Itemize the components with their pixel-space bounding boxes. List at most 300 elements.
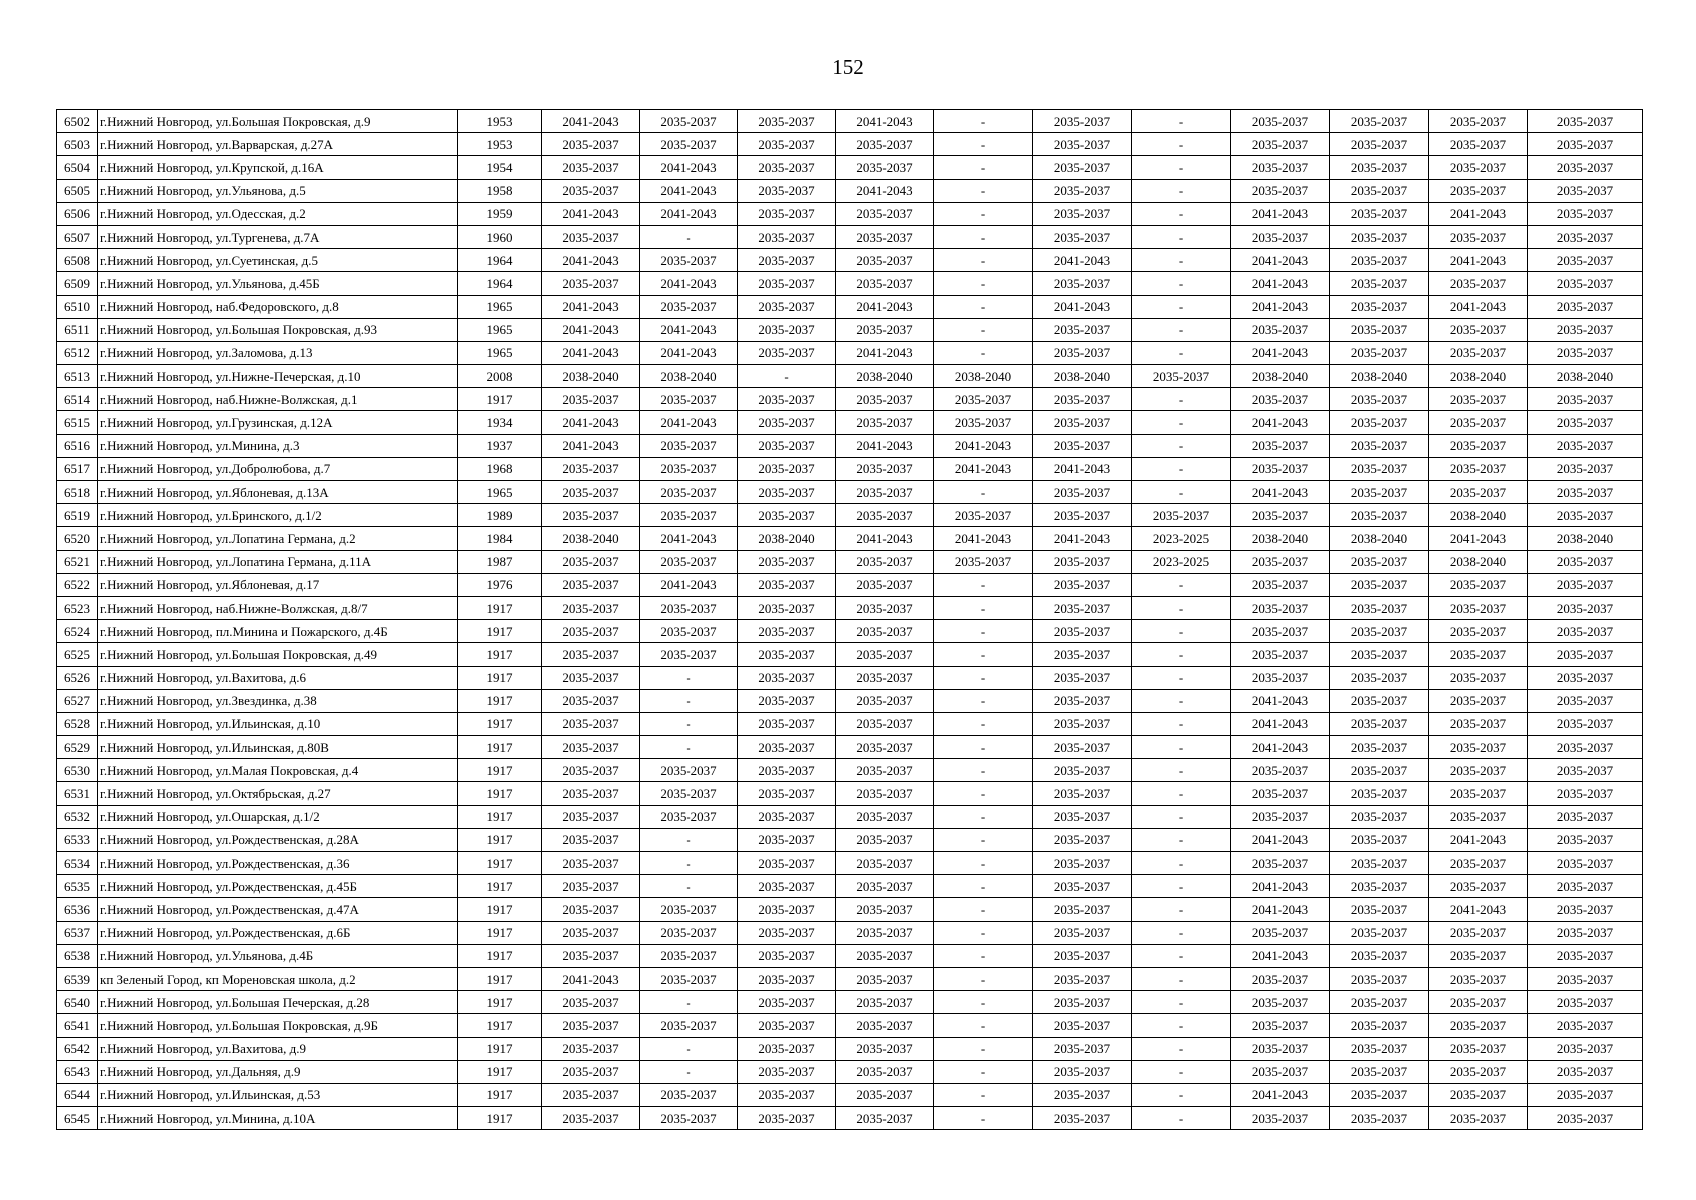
period-cell-6: 2035-2037 (1033, 759, 1132, 782)
period-cell-7: - (1132, 110, 1231, 133)
period-cell-5: - (934, 643, 1033, 666)
year-cell: 1976 (458, 573, 542, 596)
period-cell-11: 2035-2037 (1528, 110, 1643, 133)
period-cell-11: 2035-2037 (1528, 1014, 1643, 1037)
address-cell: г.Нижний Новгород, ул.Большая Печерская, д.28 (98, 991, 458, 1014)
period-cell-6: 2035-2037 (1033, 225, 1132, 248)
table-row (57, 341, 1643, 364)
period-cell-9: 2035-2037 (1330, 272, 1429, 295)
period-cell-4: 2035-2037 (836, 1060, 934, 1083)
period-cell-4: 2035-2037 (836, 921, 934, 944)
year-cell: 1917 (458, 388, 542, 411)
row-number-cell: 6527 (57, 689, 98, 712)
period-cell-5: - (934, 991, 1033, 1014)
row-number-cell: 6545 (57, 1107, 98, 1130)
table-row (57, 434, 1643, 457)
period-cell-7: - (1132, 967, 1231, 990)
period-cell-7: - (1132, 736, 1231, 759)
period-cell-11: 2035-2037 (1528, 736, 1643, 759)
year-cell: 1917 (458, 643, 542, 666)
period-cell-8: 2035-2037 (1231, 852, 1330, 875)
period-cell-1: 2041-2043 (542, 202, 640, 225)
address-cell: г.Нижний Новгород, ул.Рождественская, д.47А (98, 898, 458, 921)
period-cell-4: 2035-2037 (836, 318, 934, 341)
period-cell-1: 2035-2037 (542, 805, 640, 828)
row-number-cell: 6510 (57, 295, 98, 318)
period-cell-9: 2035-2037 (1330, 1060, 1429, 1083)
period-cell-6: 2035-2037 (1033, 782, 1132, 805)
period-cell-2: - (640, 736, 738, 759)
year-cell: 1917 (458, 1014, 542, 1037)
period-cell-8: 2041-2043 (1231, 736, 1330, 759)
period-cell-3: 2038-2040 (738, 527, 836, 550)
address-cell: г.Нижний Новгород, ул.Рождественская, д.36 (98, 852, 458, 875)
period-cell-5: - (934, 110, 1033, 133)
period-cell-3: 2035-2037 (738, 1014, 836, 1037)
row-number-cell: 6540 (57, 991, 98, 1014)
period-cell-11: 2035-2037 (1528, 272, 1643, 295)
period-cell-6: 2035-2037 (1033, 852, 1132, 875)
period-cell-8: 2041-2043 (1231, 249, 1330, 272)
period-cell-9: 2035-2037 (1330, 110, 1429, 133)
period-cell-11: 2035-2037 (1528, 341, 1643, 364)
table-row (57, 573, 1643, 596)
period-cell-7: - (1132, 620, 1231, 643)
period-cell-5: - (934, 712, 1033, 735)
year-cell: 1917 (458, 712, 542, 735)
period-cell-7: - (1132, 156, 1231, 179)
period-cell-9: 2035-2037 (1330, 620, 1429, 643)
table-row (57, 1060, 1643, 1083)
table-row (57, 805, 1643, 828)
period-cell-4: 2041-2043 (836, 527, 934, 550)
period-cell-3: 2035-2037 (738, 596, 836, 619)
period-cell-9: 2035-2037 (1330, 712, 1429, 735)
address-cell: г.Нижний Новгород, ул.Вахитова, д.9 (98, 1037, 458, 1060)
year-cell: 1917 (458, 967, 542, 990)
year-cell: 1965 (458, 295, 542, 318)
period-cell-1: 2035-2037 (542, 991, 640, 1014)
row-number-cell: 6512 (57, 341, 98, 364)
table-row (57, 875, 1643, 898)
period-cell-1: 2035-2037 (542, 272, 640, 295)
period-cell-5: - (934, 1083, 1033, 1106)
period-cell-3: 2035-2037 (738, 1060, 836, 1083)
period-cell-6: 2035-2037 (1033, 504, 1132, 527)
year-cell: 1968 (458, 457, 542, 480)
period-cell-6: 2035-2037 (1033, 434, 1132, 457)
period-cell-9: 2035-2037 (1330, 249, 1429, 272)
year-cell: 1917 (458, 689, 542, 712)
period-cell-10: 2035-2037 (1429, 782, 1528, 805)
period-cell-4: 2035-2037 (836, 643, 934, 666)
period-cell-5: 2035-2037 (934, 504, 1033, 527)
year-cell: 1917 (458, 596, 542, 619)
table-row (57, 202, 1643, 225)
period-cell-9: 2035-2037 (1330, 550, 1429, 573)
period-cell-3: 2035-2037 (738, 1107, 836, 1130)
row-number-cell: 6505 (57, 179, 98, 202)
period-cell-9: 2035-2037 (1330, 411, 1429, 434)
period-cell-11: 2035-2037 (1528, 1107, 1643, 1130)
period-cell-5: - (934, 481, 1033, 504)
period-cell-6: 2035-2037 (1033, 898, 1132, 921)
period-cell-2: 2041-2043 (640, 272, 738, 295)
period-cell-10: 2035-2037 (1429, 805, 1528, 828)
period-cell-1: 2035-2037 (542, 596, 640, 619)
period-cell-2: - (640, 875, 738, 898)
period-cell-11: 2035-2037 (1528, 712, 1643, 735)
period-cell-11: 2035-2037 (1528, 805, 1643, 828)
period-cell-7: 2023-2025 (1132, 550, 1231, 573)
period-cell-4: 2035-2037 (836, 411, 934, 434)
period-cell-5: 2035-2037 (934, 388, 1033, 411)
table-row (57, 944, 1643, 967)
row-number-cell: 6514 (57, 388, 98, 411)
period-cell-1: 2035-2037 (542, 504, 640, 527)
address-cell: г.Нижний Новгород, ул.Яблоневая, д.17 (98, 573, 458, 596)
period-cell-4: 2035-2037 (836, 1107, 934, 1130)
address-cell: г.Нижний Новгород, ул.Рождественская, д.45Б (98, 875, 458, 898)
period-cell-3: 2035-2037 (738, 921, 836, 944)
period-cell-2: - (640, 712, 738, 735)
period-cell-10: 2035-2037 (1429, 852, 1528, 875)
period-cell-5: - (934, 921, 1033, 944)
period-cell-3: 2035-2037 (738, 249, 836, 272)
period-cell-2: 2035-2037 (640, 434, 738, 457)
period-cell-9: 2035-2037 (1330, 666, 1429, 689)
period-cell-4: 2035-2037 (836, 1083, 934, 1106)
period-cell-4: 2035-2037 (836, 782, 934, 805)
row-number-cell: 6508 (57, 249, 98, 272)
period-cell-3: 2035-2037 (738, 759, 836, 782)
table-body (57, 110, 1643, 1130)
period-cell-3: 2035-2037 (738, 991, 836, 1014)
period-cell-1: 2035-2037 (542, 666, 640, 689)
period-cell-9: 2035-2037 (1330, 736, 1429, 759)
period-cell-7: - (1132, 1014, 1231, 1037)
table-row (57, 249, 1643, 272)
period-cell-4: 2035-2037 (836, 898, 934, 921)
period-cell-5: 2041-2043 (934, 434, 1033, 457)
period-cell-11: 2035-2037 (1528, 991, 1643, 1014)
period-cell-8: 2035-2037 (1231, 504, 1330, 527)
row-number-cell: 6517 (57, 457, 98, 480)
period-cell-2: 2041-2043 (640, 341, 738, 364)
table-row (57, 527, 1643, 550)
period-cell-8: 2035-2037 (1231, 596, 1330, 619)
period-cell-10: 2041-2043 (1429, 527, 1528, 550)
table-row (57, 666, 1643, 689)
period-cell-10: 2038-2040 (1429, 365, 1528, 388)
address-cell: г.Нижний Новгород, ул.Ульянова, д.4Б (98, 944, 458, 967)
period-cell-10: 2035-2037 (1429, 944, 1528, 967)
year-cell: 1917 (458, 759, 542, 782)
period-cell-7: - (1132, 921, 1231, 944)
period-cell-8: 2035-2037 (1231, 133, 1330, 156)
period-cell-10: 2035-2037 (1429, 481, 1528, 504)
table-row (57, 1037, 1643, 1060)
period-cell-7: - (1132, 828, 1231, 851)
period-cell-9: 2035-2037 (1330, 481, 1429, 504)
period-cell-3: 2035-2037 (738, 1037, 836, 1060)
row-number-cell: 6535 (57, 875, 98, 898)
row-number-cell: 6534 (57, 852, 98, 875)
table-row (57, 411, 1643, 434)
period-cell-11: 2035-2037 (1528, 689, 1643, 712)
row-number-cell: 6521 (57, 550, 98, 573)
year-cell: 1917 (458, 991, 542, 1014)
year-cell: 1965 (458, 481, 542, 504)
period-cell-5: - (934, 318, 1033, 341)
period-cell-8: 2041-2043 (1231, 341, 1330, 364)
period-cell-11: 2035-2037 (1528, 759, 1643, 782)
row-number-cell: 6536 (57, 898, 98, 921)
table-row (57, 318, 1643, 341)
period-cell-10: 2035-2037 (1429, 133, 1528, 156)
period-cell-1: 2035-2037 (542, 759, 640, 782)
period-cell-11: 2035-2037 (1528, 1037, 1643, 1060)
address-cell: г.Нижний Новгород, ул.Звездинка, д.38 (98, 689, 458, 712)
period-cell-5: - (934, 295, 1033, 318)
period-cell-11: 2035-2037 (1528, 921, 1643, 944)
period-cell-8: 2041-2043 (1231, 828, 1330, 851)
row-number-cell: 6531 (57, 782, 98, 805)
period-cell-8: 2041-2043 (1231, 272, 1330, 295)
period-cell-1: 2035-2037 (542, 1083, 640, 1106)
period-cell-2: 2035-2037 (640, 620, 738, 643)
year-cell: 1917 (458, 620, 542, 643)
period-cell-9: 2035-2037 (1330, 504, 1429, 527)
period-cell-8: 2035-2037 (1231, 782, 1330, 805)
period-cell-5: - (934, 1060, 1033, 1083)
period-cell-11: 2035-2037 (1528, 133, 1643, 156)
period-cell-11: 2035-2037 (1528, 481, 1643, 504)
period-cell-10: 2035-2037 (1429, 666, 1528, 689)
period-cell-8: 2041-2043 (1231, 202, 1330, 225)
address-cell: г.Нижний Новгород, ул.Суетинская, д.5 (98, 249, 458, 272)
period-cell-11: 2035-2037 (1528, 944, 1643, 967)
table-row (57, 712, 1643, 735)
row-number-cell: 6542 (57, 1037, 98, 1060)
period-cell-1: 2035-2037 (542, 712, 640, 735)
period-cell-11: 2035-2037 (1528, 898, 1643, 921)
period-cell-7: - (1132, 666, 1231, 689)
period-cell-4: 2035-2037 (836, 202, 934, 225)
period-cell-5: - (934, 341, 1033, 364)
period-cell-2: 2041-2043 (640, 573, 738, 596)
row-number-cell: 6522 (57, 573, 98, 596)
period-cell-3: 2035-2037 (738, 156, 836, 179)
period-cell-2: 2041-2043 (640, 179, 738, 202)
period-cell-6: 2035-2037 (1033, 596, 1132, 619)
period-cell-7: - (1132, 805, 1231, 828)
year-cell: 1917 (458, 805, 542, 828)
period-cell-6: 2035-2037 (1033, 1014, 1132, 1037)
period-cell-11: 2035-2037 (1528, 179, 1643, 202)
period-cell-10: 2035-2037 (1429, 318, 1528, 341)
period-cell-2: 2038-2040 (640, 365, 738, 388)
period-cell-9: 2035-2037 (1330, 689, 1429, 712)
period-cell-2: 2035-2037 (640, 457, 738, 480)
period-cell-1: 2041-2043 (542, 341, 640, 364)
table-row (57, 365, 1643, 388)
period-cell-7: - (1132, 202, 1231, 225)
period-cell-7: - (1132, 991, 1231, 1014)
period-cell-7: - (1132, 573, 1231, 596)
address-cell: г.Нижний Новгород, ул.Добролюбова, д.7 (98, 457, 458, 480)
period-cell-10: 2035-2037 (1429, 759, 1528, 782)
address-cell: г.Нижний Новгород, ул.Одесская, д.2 (98, 202, 458, 225)
table-row (57, 388, 1643, 411)
period-cell-10: 2035-2037 (1429, 712, 1528, 735)
period-cell-4: 2035-2037 (836, 481, 934, 504)
year-cell: 1934 (458, 411, 542, 434)
period-cell-8: 2035-2037 (1231, 179, 1330, 202)
row-number-cell: 6537 (57, 921, 98, 944)
table-row (57, 225, 1643, 248)
period-cell-5: - (934, 225, 1033, 248)
period-cell-8: 2041-2043 (1231, 1083, 1330, 1106)
table-row (57, 457, 1643, 480)
period-cell-3: 2035-2037 (738, 179, 836, 202)
year-cell: 1917 (458, 1107, 542, 1130)
period-cell-6: 2035-2037 (1033, 110, 1132, 133)
year-cell: 1917 (458, 1083, 542, 1106)
period-cell-4: 2035-2037 (836, 712, 934, 735)
period-cell-10: 2041-2043 (1429, 202, 1528, 225)
year-cell: 1960 (458, 225, 542, 248)
period-cell-3: 2035-2037 (738, 620, 836, 643)
year-cell: 1917 (458, 828, 542, 851)
period-cell-6: 2035-2037 (1033, 573, 1132, 596)
period-cell-3: 2035-2037 (738, 504, 836, 527)
period-cell-3: 2035-2037 (738, 434, 836, 457)
table-row (57, 921, 1643, 944)
period-cell-11: 2035-2037 (1528, 504, 1643, 527)
period-cell-8: 2041-2043 (1231, 411, 1330, 434)
period-cell-3: 2035-2037 (738, 898, 836, 921)
period-cell-4: 2035-2037 (836, 944, 934, 967)
period-cell-10: 2035-2037 (1429, 179, 1528, 202)
period-cell-6: 2041-2043 (1033, 527, 1132, 550)
period-cell-10: 2035-2037 (1429, 272, 1528, 295)
period-cell-8: 2035-2037 (1231, 573, 1330, 596)
period-cell-8: 2035-2037 (1231, 1037, 1330, 1060)
table-row (57, 967, 1643, 990)
period-cell-6: 2035-2037 (1033, 1060, 1132, 1083)
address-cell: г.Нижний Новгород, ул.Большая Покровская, д.93 (98, 318, 458, 341)
period-cell-2: 2035-2037 (640, 504, 738, 527)
period-cell-4: 2035-2037 (836, 875, 934, 898)
period-cell-9: 2035-2037 (1330, 318, 1429, 341)
period-cell-10: 2035-2037 (1429, 736, 1528, 759)
period-cell-7: - (1132, 852, 1231, 875)
period-cell-2: - (640, 852, 738, 875)
period-cell-8: 2035-2037 (1231, 110, 1330, 133)
period-cell-2: - (640, 225, 738, 248)
address-cell: г.Нижний Новгород, ул.Лопатина Германа, д.11А (98, 550, 458, 573)
period-cell-10: 2035-2037 (1429, 643, 1528, 666)
table-row (57, 550, 1643, 573)
year-cell: 1953 (458, 133, 542, 156)
period-cell-7: - (1132, 1060, 1231, 1083)
period-cell-4: 2035-2037 (836, 736, 934, 759)
period-cell-7: - (1132, 875, 1231, 898)
period-cell-9: 2035-2037 (1330, 921, 1429, 944)
period-cell-2: - (640, 666, 738, 689)
period-cell-3: 2035-2037 (738, 736, 836, 759)
period-cell-6: 2035-2037 (1033, 550, 1132, 573)
period-cell-8: 2035-2037 (1231, 156, 1330, 179)
period-cell-5: - (934, 202, 1033, 225)
table-row (57, 991, 1643, 1014)
period-cell-5: - (934, 736, 1033, 759)
period-cell-2: 2035-2037 (640, 944, 738, 967)
period-cell-9: 2035-2037 (1330, 1037, 1429, 1060)
period-cell-9: 2035-2037 (1330, 202, 1429, 225)
address-cell: г.Нижний Новгород, ул.Ошарская, д.1/2 (98, 805, 458, 828)
period-cell-3: 2035-2037 (738, 805, 836, 828)
period-cell-11: 2035-2037 (1528, 318, 1643, 341)
period-cell-3: 2035-2037 (738, 573, 836, 596)
period-cell-1: 2041-2043 (542, 318, 640, 341)
period-cell-10: 2041-2043 (1429, 249, 1528, 272)
period-cell-9: 2035-2037 (1330, 944, 1429, 967)
table-row (57, 596, 1643, 619)
period-cell-4: 2038-2040 (836, 365, 934, 388)
period-cell-1: 2035-2037 (542, 898, 640, 921)
period-cell-4: 2035-2037 (836, 573, 934, 596)
row-number-cell: 6541 (57, 1014, 98, 1037)
year-cell: 1965 (458, 341, 542, 364)
period-cell-9: 2038-2040 (1330, 365, 1429, 388)
address-cell: г.Нижний Новгород, ул.Дальняя, д.9 (98, 1060, 458, 1083)
row-number-cell: 6528 (57, 712, 98, 735)
period-cell-5: - (934, 689, 1033, 712)
period-cell-7: - (1132, 596, 1231, 619)
address-cell: г.Нижний Новгород, ул.Минина, д.10А (98, 1107, 458, 1130)
period-cell-4: 2035-2037 (836, 805, 934, 828)
period-cell-7: - (1132, 481, 1231, 504)
year-cell: 1917 (458, 852, 542, 875)
period-cell-11: 2035-2037 (1528, 1083, 1643, 1106)
period-cell-1: 2035-2037 (542, 1107, 640, 1130)
period-cell-6: 2035-2037 (1033, 828, 1132, 851)
period-cell-9: 2035-2037 (1330, 759, 1429, 782)
period-cell-2: 2035-2037 (640, 759, 738, 782)
address-cell: г.Нижний Новгород, ул.Большая Покровская, д.9 (98, 110, 458, 133)
period-cell-9: 2035-2037 (1330, 875, 1429, 898)
period-cell-1: 2035-2037 (542, 689, 640, 712)
period-cell-4: 2035-2037 (836, 620, 934, 643)
period-cell-3: 2035-2037 (738, 481, 836, 504)
table-row (57, 481, 1643, 504)
period-cell-1: 2041-2043 (542, 295, 640, 318)
period-cell-2: 2035-2037 (640, 921, 738, 944)
period-cell-1: 2038-2040 (542, 527, 640, 550)
period-cell-4: 2035-2037 (836, 689, 934, 712)
period-cell-2: 2035-2037 (640, 481, 738, 504)
period-cell-2: 2035-2037 (640, 388, 738, 411)
period-cell-6: 2035-2037 (1033, 666, 1132, 689)
period-cell-8: 2041-2043 (1231, 712, 1330, 735)
period-cell-4: 2035-2037 (836, 1014, 934, 1037)
address-cell: г.Нижний Новгород, ул.Рождественская, д.6Б (98, 921, 458, 944)
period-cell-10: 2035-2037 (1429, 991, 1528, 1014)
period-cell-6: 2035-2037 (1033, 156, 1132, 179)
period-cell-6: 2035-2037 (1033, 1083, 1132, 1106)
